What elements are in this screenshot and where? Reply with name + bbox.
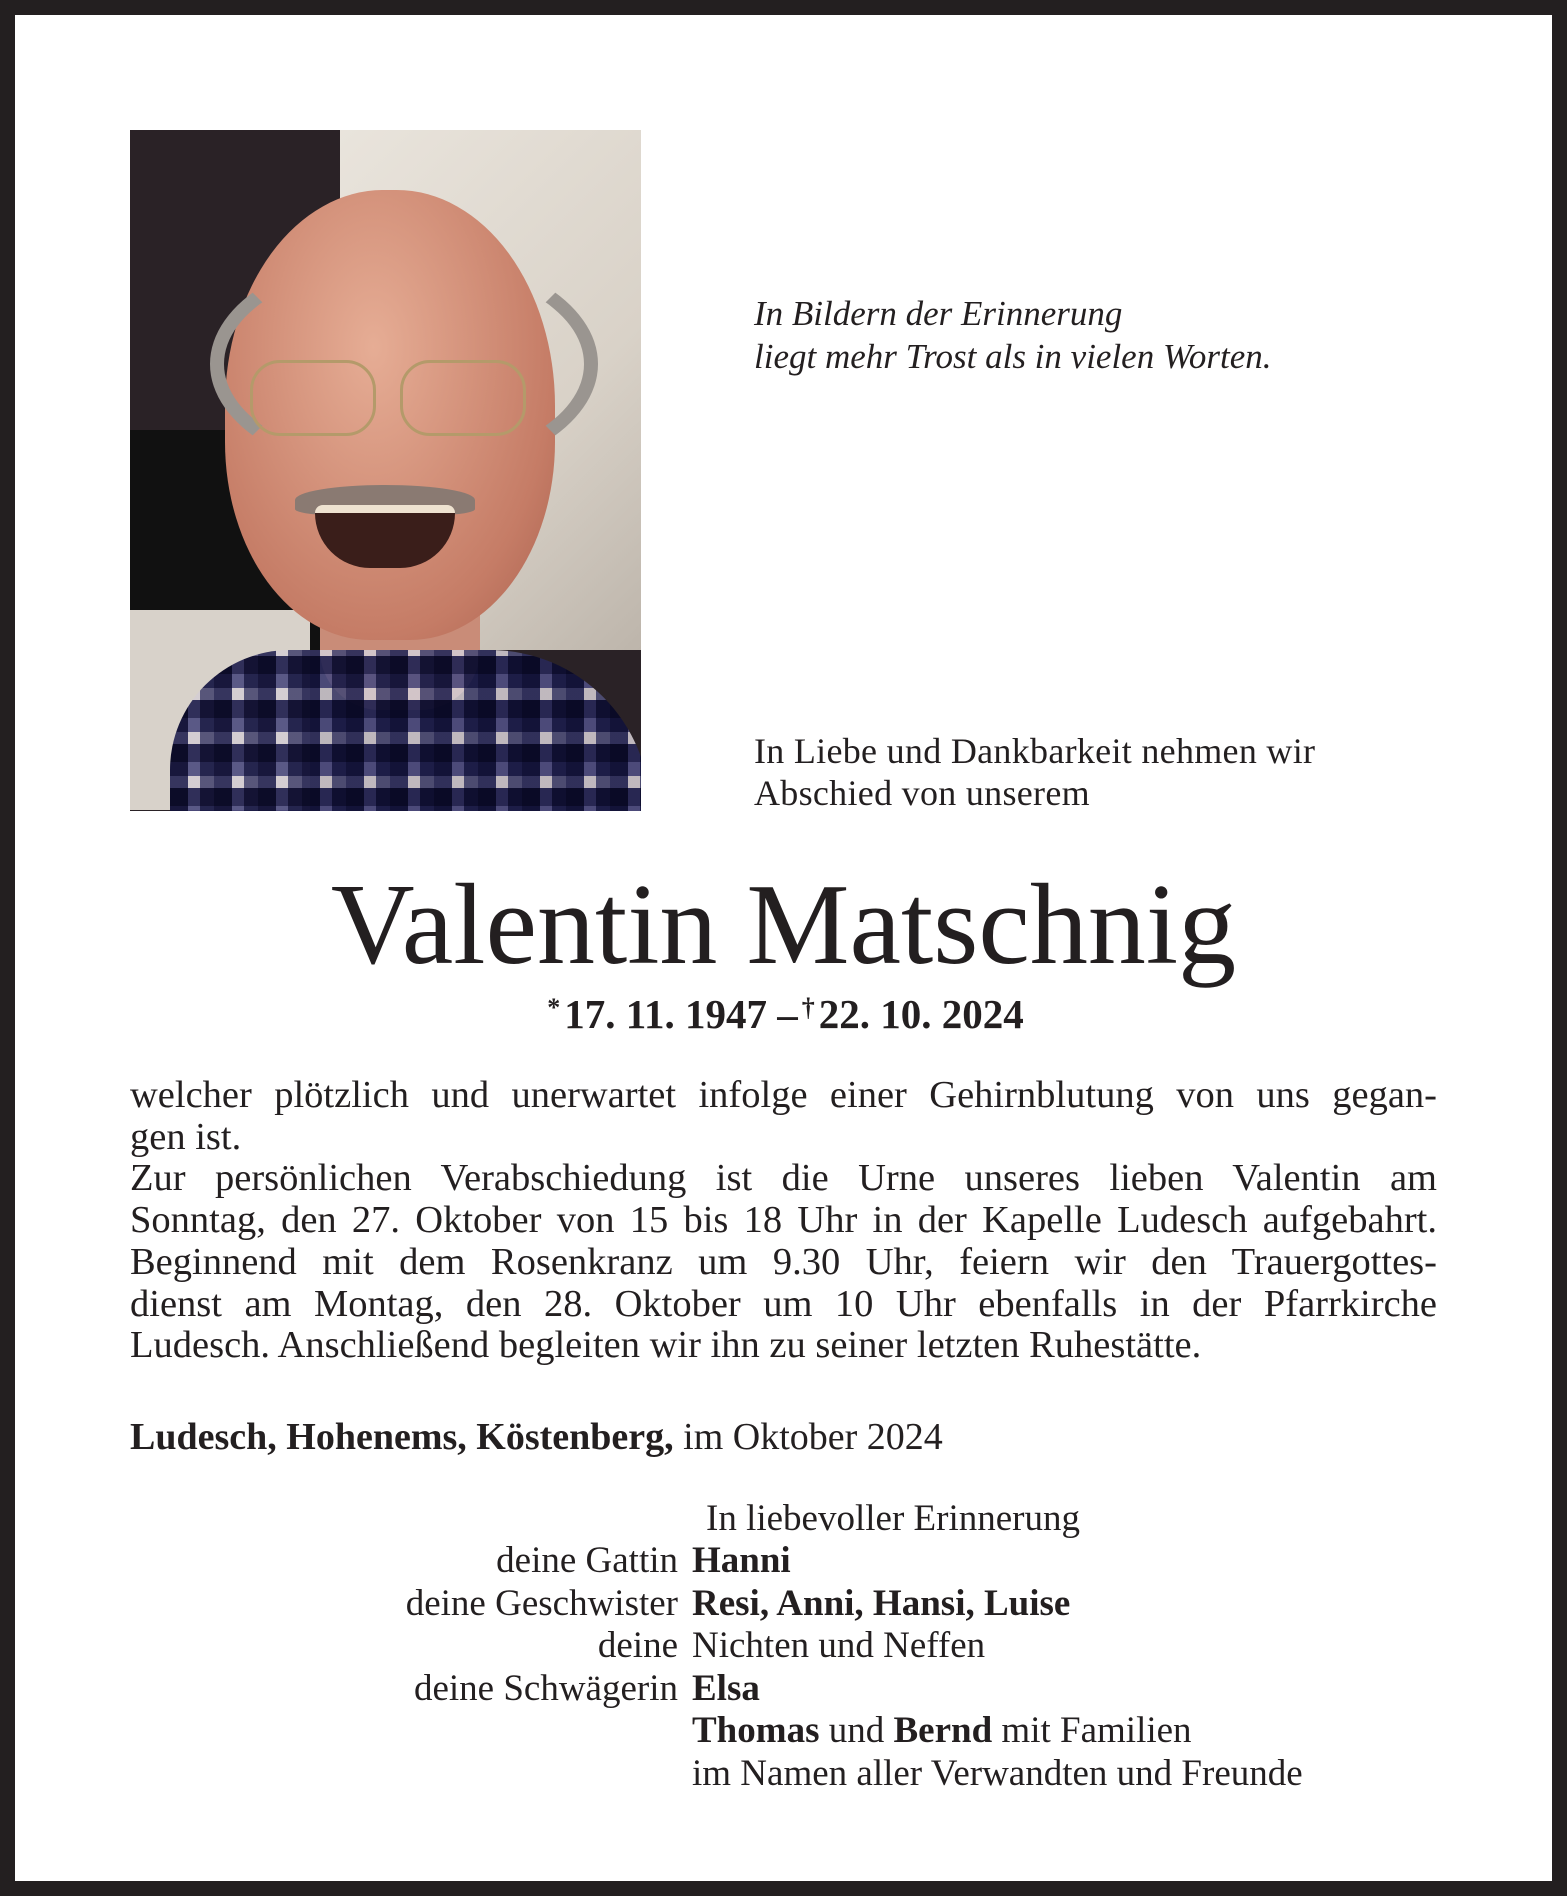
family-row: [0, 1753, 1567, 1796]
family-row: [0, 1583, 1567, 1626]
relation-label: deine Gattin: [496, 1540, 678, 1581]
body-line: gen ist.: [130, 1115, 242, 1158]
body-line: Sonntag, den 27. Oktober von 15 bis 18 Uhr in der Kapelle Ludesch aufgebahrt.: [130, 1199, 1437, 1242]
intro-line: In Liebe und Dankbarkeit nehmen wir: [754, 731, 1316, 771]
family-name: Resi, Anni, Hansi, Luise: [692, 1582, 1071, 1624]
portrait-photo: [130, 130, 641, 811]
family-row: [0, 1625, 1567, 1668]
relation-label: deine Schwägerin: [413, 1667, 678, 1709]
intro-line: Abschied von unserem: [754, 773, 1090, 813]
locations: Ludesch, Hohenems, Köstenberg,: [130, 1416, 674, 1458]
quote-line: In Bildern der Erinnerung: [754, 294, 1123, 333]
body-line: dienst am Montag, den 28. Oktober um 10 Uhr ebenfalls in der Pfarrkirche: [130, 1282, 1437, 1325]
life-dates: [0, 990, 1567, 1038]
date-separator: –: [777, 991, 798, 1037]
intro-text: [754, 730, 1315, 814]
body-line: Beginnend mit dem Rosenkranz um 9.30 Uhr, feiern wir den Trauergottes-: [130, 1240, 1437, 1283]
connector-text: mit Familien: [992, 1710, 1192, 1751]
family-name: Hanni: [692, 1540, 791, 1581]
closing-text: im Namen aller Verwandten und Freunde: [692, 1752, 1303, 1794]
family-name: Bernd: [893, 1710, 993, 1751]
memorial-quote: [754, 292, 1272, 378]
month-year: im Oktober 2024: [673, 1416, 943, 1458]
family-row: [0, 1668, 1567, 1711]
quote-line: liegt mehr Trost als in vielen Worten.: [754, 337, 1272, 376]
family-name: Elsa: [692, 1667, 760, 1709]
body-line: Ludesch. Anschließend begleiten wir ihn zu seiner letzten Ruhestätte.: [130, 1324, 1202, 1367]
family-list: [0, 1540, 1567, 1795]
relation-label: deine: [597, 1625, 678, 1666]
death-date: 22. 10. 2024: [818, 991, 1024, 1037]
family-row: [0, 1710, 1567, 1753]
birth-date: 17. 11. 1947: [564, 991, 767, 1037]
family-name: Thomas: [692, 1710, 820, 1751]
relation-label: deine Geschwister: [405, 1582, 678, 1624]
memory-heading: In liebevoller Erinnerung: [706, 1498, 1080, 1539]
death-symbol: †: [801, 993, 815, 1022]
birth-symbol: *: [547, 993, 561, 1022]
place-date: [130, 1415, 943, 1459]
announcement-body: [130, 1075, 1437, 1367]
family-row: [0, 1540, 1567, 1583]
deceased-name: Valentin Matschnig: [330, 861, 1237, 989]
family-name: Nichten und Neffen: [692, 1625, 986, 1666]
body-line: Zur persönlichen Verabschiedung ist die Urne unseres lieben Valentin am: [130, 1157, 1437, 1200]
connector-text: und: [819, 1710, 894, 1751]
body-line: welcher plötzlich und unerwartet infolge einer Gehirnblutung von uns gegan-: [130, 1074, 1437, 1116]
